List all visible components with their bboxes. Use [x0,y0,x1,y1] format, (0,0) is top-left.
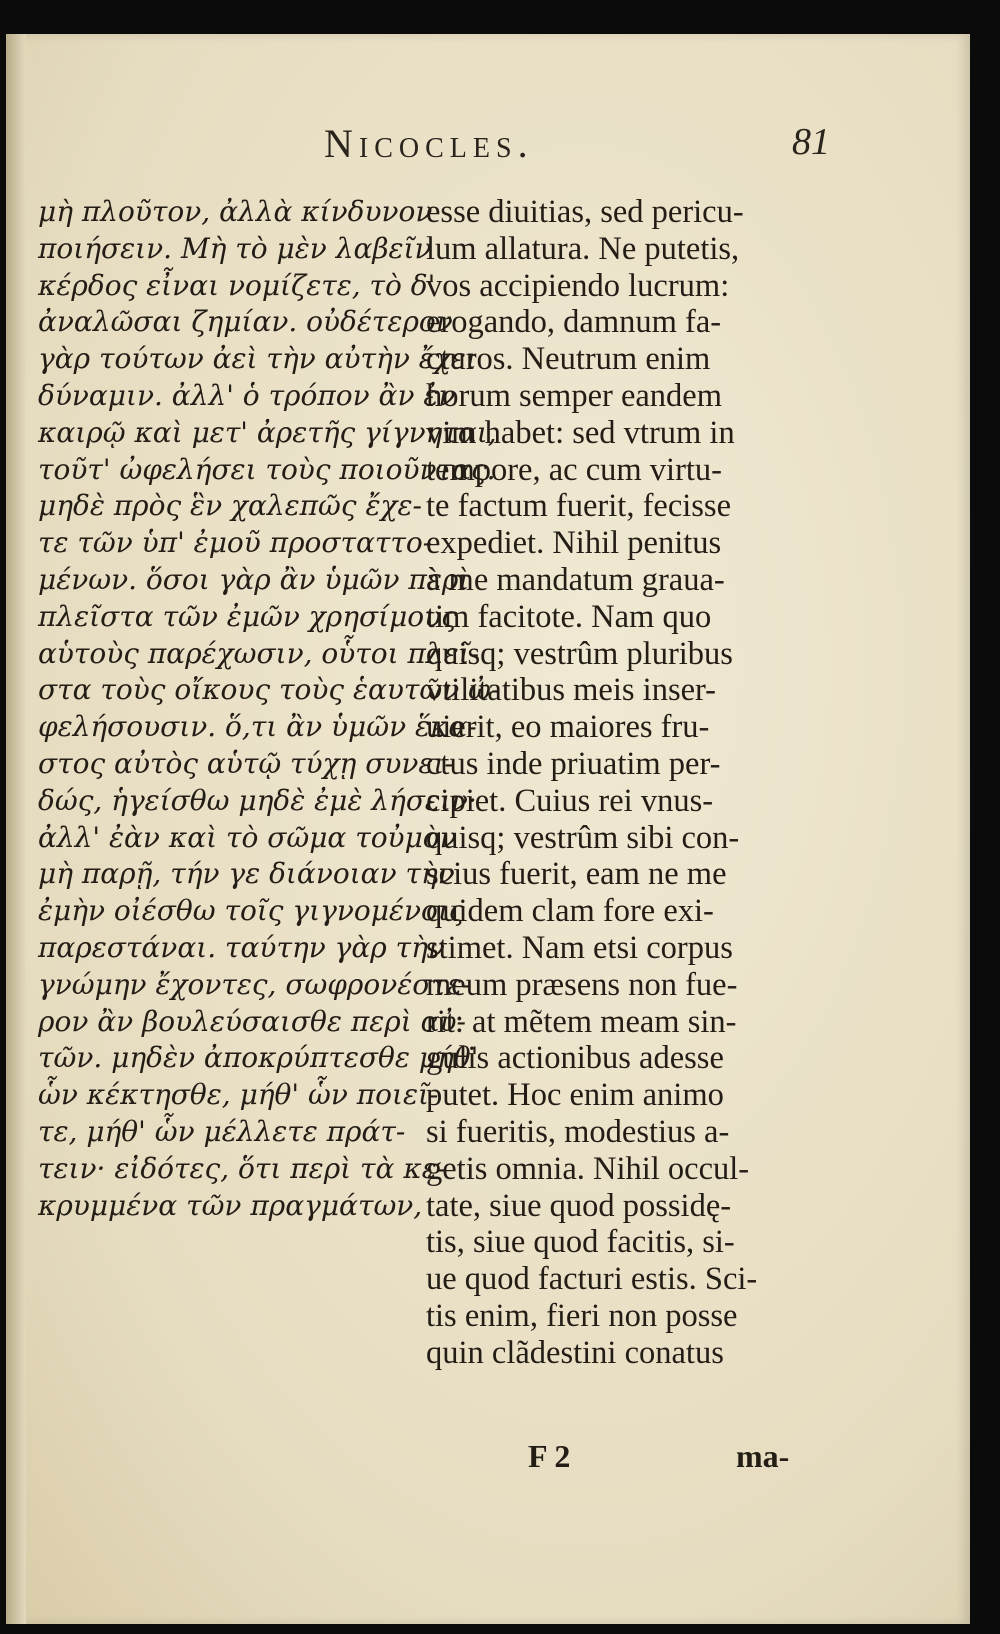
latin-text-line: quisq; vestrûm sibi con- [426,819,740,856]
latin-text-column [426,194,818,1372]
latin-text-line: horum semper eandem [426,377,723,414]
greek-text-column [38,194,501,1224]
latin-text-line: putet. Hoc enim animo [426,1077,724,1114]
greek-text-line: μὴ πλοῦτον, ἀλλὰ κίνδυνον [38,195,433,228]
greek-text-line: δύναμιν. ἀλλ' ὁ τρόπον ἂν ἐν [38,378,456,412]
latin-text-line: quidem clam fore exi- [426,893,714,930]
page-number: 81 [792,121,830,163]
greek-text-line: τῶν. μηδὲν ἀποκρύπτεσθε μήθ' [38,1041,479,1075]
greek-text-line: τοῦτ' ὠφελήσει τοὺς ποιοῦντας. [38,452,496,486]
greek-text-line: ποιήσειν. Μὴ τὸ μὲν λαβεῖν [38,231,432,265]
greek-text-line: μηδὲ πρὸς ἓν χαλεπῶς ἔχε- [38,489,422,523]
greek-text-line: φελήσουσιν. ὅ,τι ἂν ὑμῶν ἕκα- [38,710,477,744]
latin-text-line: tate, siue quod possidę- [426,1187,732,1224]
greek-text-line: στος αὐτὸς αὑτῷ τύχῃ συνει- [38,746,454,780]
latin-text-line: ctus inde priuatim per- [426,745,721,782]
latin-text-line: gulis actionibus adesse [426,1040,724,1077]
latin-text-line: getis omnia. Nihil occul- [426,1150,750,1187]
greek-text-line: γνώμην ἔχοντες, σωφρονέστε- [38,967,472,1001]
greek-text-line: ὧν κέκτησθε, μήθ' ὧν ποιεῖ- [38,1078,439,1112]
greek-text-line: κέρδος εἶναι νομίζετε, τὸ δ' [38,268,436,302]
latin-text-line: tim facitote. Nam quo [426,598,712,635]
latin-text-line: lum allatura. Ne putetis, [426,230,740,267]
latin-text-line: esse diuitias, sed pericu- [426,194,744,230]
latin-text-line: à me mandatum graua- [426,561,725,598]
latin-text-line: scius fuerit, eam ne me [426,856,727,893]
signature-mark: F 2 [528,1438,571,1474]
book-page [6,34,970,1624]
latin-text-line: quisq; vestrûm pluribus [426,635,733,672]
greek-text-line: ἐμὴν οἰέσθω τοῖς γιγνομένοις [38,894,465,928]
greek-text-line: τε τῶν ὑπ' ἐμοῦ προσταττο- [38,526,433,560]
binding-gutter [6,34,26,1624]
latin-text-line: si fueritis, modestius a- [426,1113,730,1150]
latin-text-line: tempore, ac cum virtu- [426,451,722,488]
latin-text-line: cipiet. Cuius rei vnus- [426,782,714,819]
greek-text-line: τε, μήθ' ὧν μέλλετε πράτ- [38,1114,406,1148]
greek-text-line: καιρῷ καὶ μετ' ἀρετῆς γίγνηται, [38,415,497,449]
latin-text-line: cturos. Neutrum enim [426,341,711,378]
greek-text-line: παρεστάναι. ταύτην γὰρ τὴν [38,930,445,964]
latin-text-line: rit: at mẽtem meam sin- [426,1003,737,1040]
latin-text-line: vtilitatibus meis inser- [426,672,717,709]
greek-text-line: μένων. ὅσοι γὰρ ἂν ὑμῶν περὶ [38,562,470,596]
greek-text-line: αὑτοὺς παρέχωσιν, οὗτοι πλεῖ- [38,636,480,670]
greek-text-line: τειν· εἰδότες, ὅτι περὶ τὰ κε- [38,1151,447,1185]
latin-text-line: te factum fuerit, fecisse [426,488,731,525]
greek-text-line: στα τοὺς οἴκους τοὺς ἑαυτῶν ὠ- [38,673,501,707]
latin-text-line: quin clãdestini conatus [426,1334,724,1371]
greek-text-line: ἀλλ' ἐὰν καὶ τὸ σῶμα τοὐμὸν [38,820,457,854]
latin-text-line: vos accipiendo lucrum: [426,267,730,304]
latin-text-line: ue quod facturi estis. Sci- [426,1261,758,1298]
latin-text-line: stimet. Nam etsi corpus [426,929,733,966]
greek-text-line: κρυμμένα τῶν πραγμάτων, [38,1188,423,1222]
greek-text-line: πλεῖστα τῶν ἐμῶν χρησίμους [38,599,457,633]
greek-text-line: γὰρ τούτων ἀεὶ τὴν αὐτὴν ἔχει [38,342,477,376]
running-title: Nicocles. [324,121,534,166]
latin-text-line: expediet. Nihil penitus [426,525,722,562]
latin-text-line: tis enim, fieri non posse [426,1297,738,1334]
greek-text-line: ρον ἂν βουλεύσαισθε περὶ αὐ- [38,1004,466,1038]
latin-text-line: erogando, damnum fa- [426,304,722,341]
latin-text-line: meum præsens non fue- [426,966,738,1003]
latin-text-line: tis, siue quod facitis, si- [426,1224,735,1261]
greek-text-line: δώς, ἡγείσθω μηδὲ ἐμὲ λήσειν· [38,783,477,817]
greek-text-line: ἀναλῶσαι ζημίαν. οὐδέτερον [38,305,453,339]
page-header [6,120,970,180]
latin-text-line: uierit, eo maiores fru- [426,709,710,746]
page-footer [6,1438,970,1482]
greek-text-line: μὴ παρῇ, τήν γε διάνοιαν τὴν [38,857,455,891]
catchword: ma- [736,1438,790,1474]
latin-text-line: vim habet: sed vtrum in [426,414,735,451]
